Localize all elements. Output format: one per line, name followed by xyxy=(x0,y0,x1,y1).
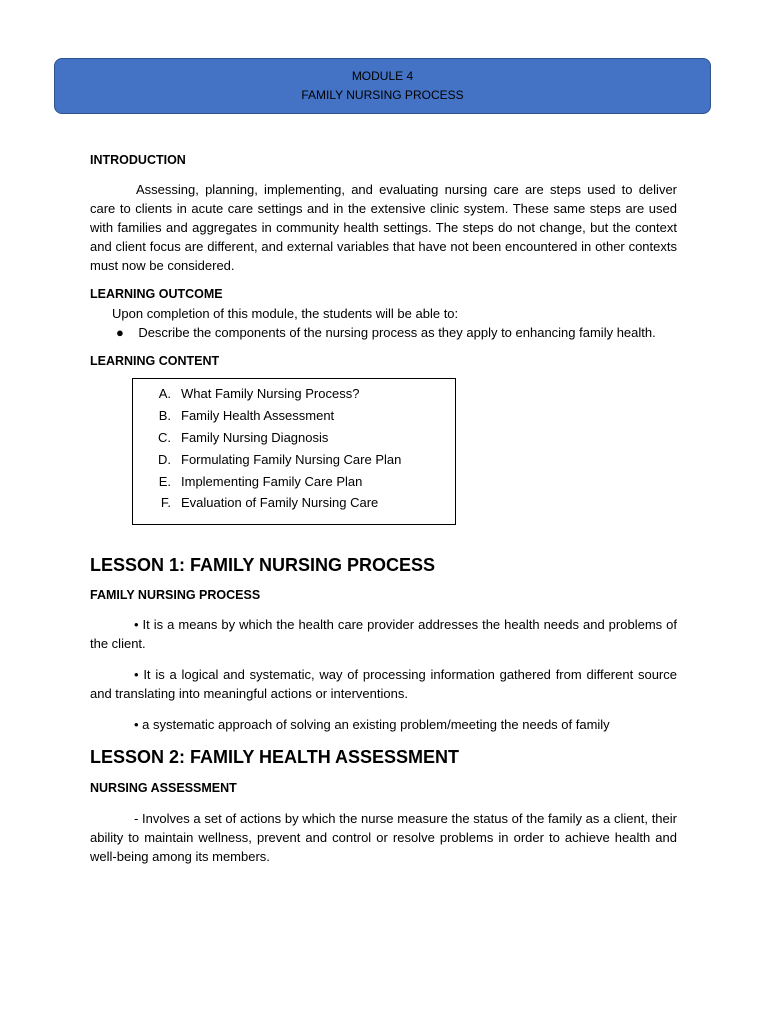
learning-outcome-item-text: Describe the components of the nursing process as they apply to enhancing family health. xyxy=(138,325,656,340)
learning-outcome-heading: LEARNING OUTCOME xyxy=(90,287,223,301)
list-item xyxy=(133,383,455,405)
list-item-text: What Family Nursing Process? xyxy=(181,386,360,402)
bullet-icon: ● xyxy=(116,325,124,340)
list-item-text: Evaluation of Family Nursing Care xyxy=(181,495,379,511)
list-item xyxy=(133,448,455,470)
lesson-1-title: LESSON 1: FAMILY NURSING PROCESS xyxy=(90,554,436,575)
list-item xyxy=(133,470,455,492)
document-body xyxy=(90,151,677,866)
module-title: FAMILY NURSING PROCESS xyxy=(301,88,464,102)
module-banner xyxy=(54,58,711,114)
lesson-2-subheading: NURSING ASSESSMENT xyxy=(90,780,237,795)
lesson-1-point: • It is a logical and systematic, way of processing information gathered from different source and translating into meaningful actions or interventions. xyxy=(90,666,677,701)
list-marker: F. xyxy=(160,495,171,511)
lesson-1-subheading: FAMILY NURSING PROCESS xyxy=(90,587,261,602)
list-item-text: Implementing Family Care Plan xyxy=(181,473,363,489)
list-marker: D. xyxy=(158,451,171,467)
list-item xyxy=(133,427,455,449)
lesson-1-point: • a systematic approach of solving an existing problem/meeting the needs of family xyxy=(134,716,610,732)
learning-outcome-lead: Upon completion of this module, the students will be able to: xyxy=(112,306,459,321)
learning-content-heading: LEARNING CONTENT xyxy=(90,354,220,368)
lesson-2-text: - Involves a set of actions by which the nurse measure the status of the family as a client, their ability to maintain wellness, prevent and control or resolve problems in order to achieve health and well-being among its members. xyxy=(90,810,677,864)
lesson-1-point: • It is a means by which the health care provider addresses the health needs and problems of the client. xyxy=(90,616,677,651)
list-item-text: Family Health Assessment xyxy=(181,408,335,424)
list-marker: A. xyxy=(158,386,171,402)
list-item-text: Formulating Family Nursing Care Plan xyxy=(181,451,402,467)
list-marker: C. xyxy=(158,429,171,445)
introduction-text: Assessing, planning, implementing, and evaluating nursing care are steps used to deliver care to clients in acute care settings and in the extensive clinic system. These same steps are used with families and aggregates in community health settings. The steps do not change, but the context and client focus are different, and external variables that have not been encountered in other contexts must now be considered. xyxy=(90,182,677,273)
module-number: MODULE 4 xyxy=(351,69,414,83)
introduction-heading: INTRODUCTION xyxy=(90,153,186,167)
lesson-2-title: LESSON 2: FAMILY HEALTH ASSESSMENT xyxy=(90,746,460,767)
list-item xyxy=(133,405,455,427)
list-marker: E. xyxy=(158,473,171,489)
list-marker: B. xyxy=(158,408,171,424)
list-item xyxy=(133,492,455,514)
list-item-text: Family Nursing Diagnosis xyxy=(181,429,329,445)
learning-outcome-item xyxy=(90,323,677,342)
learning-content-box xyxy=(132,378,456,525)
